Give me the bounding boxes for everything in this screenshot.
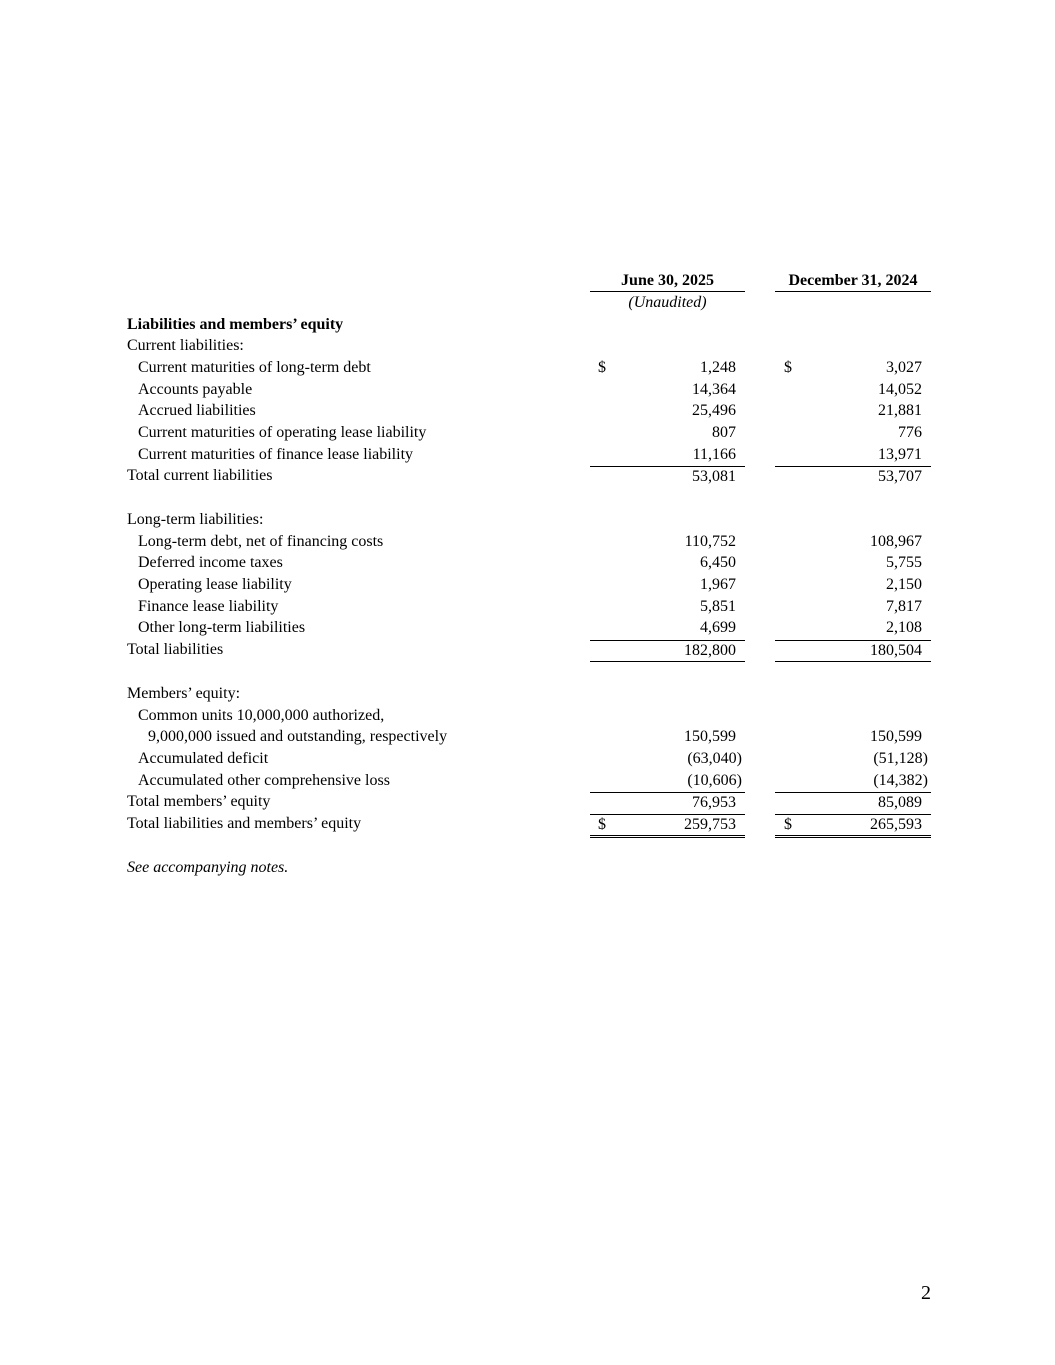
row-label: Deferred income taxes [138,554,283,571]
row-label: Total current liabilities [127,467,273,484]
row-label: Accumulated deficit [138,750,269,767]
footnote: See accompanying notes. [127,859,289,876]
amount: 4,699 [700,619,736,636]
amount: 53,081 [692,468,736,485]
amount: 76,953 [692,794,736,811]
cell-june-2025 [590,553,745,573]
amount: 150,599 [684,728,736,745]
amount: 180,504 [870,642,922,659]
cell-june-2025 [590,423,745,443]
amount: 1,248 [700,359,736,376]
amount: 110,752 [684,533,736,550]
cell-june-2025 [590,792,745,813]
cell-dec-2024 [775,618,931,638]
cell-dec-2024 [775,358,931,378]
table-row [0,727,1055,747]
cell-june-2025 [590,771,745,791]
amount: 182,800 [684,642,736,659]
table-row [0,706,1055,726]
amount: 53,707 [878,468,922,485]
cell-dec-2024 [775,401,931,421]
current-liabilities-heading-row [0,336,1055,356]
cell-dec-2024 [775,640,931,662]
row-label: Accrued liabilities [138,402,256,419]
amount: 6,450 [700,554,736,571]
grand-total-row [0,814,1055,834]
table-row [0,532,1055,552]
amount: (10,606) [687,772,742,789]
amount: 776 [898,424,922,441]
table-row [0,575,1055,595]
row-label: Other long-term liabilities [138,619,306,636]
row-label: Long-term debt, net of financing costs [138,533,384,550]
amount: 11,166 [692,446,736,463]
double-underline [590,835,745,838]
row-label: Current maturities of finance lease liability [138,446,414,463]
section-heading-row [0,315,1055,335]
row-label: Current liabilities: [127,337,244,354]
cell-june-2025 [590,445,745,465]
unaudited-label: (Unaudited) [628,294,707,311]
cell-june-2025 [590,358,745,378]
cell-june-2025 [590,532,745,552]
cell-june-2025 [590,466,745,487]
amount: (14,382) [873,772,928,789]
amount: 7,817 [886,598,922,615]
amount: 265,593 [870,816,922,833]
currency-symbol: $ [784,359,792,376]
amount: 14,364 [692,381,736,398]
cell-dec-2024 [775,749,931,769]
row-label: Current maturities of operating lease liability [138,424,427,441]
row-label: Total members’ equity [127,793,271,810]
row-label: Common units 10,000,000 authorized, [138,707,385,724]
column-header-june-2025: June 30, 2025 [590,272,745,292]
double-underline [775,835,931,838]
total-row [0,466,1055,486]
table-row [0,618,1055,638]
table-row [0,771,1055,791]
table-row [0,401,1055,421]
amount: 259,753 [684,816,736,833]
amount: 108,967 [870,533,922,550]
amount: 85,089 [878,794,922,811]
cell-dec-2024 [775,575,931,595]
cell-dec-2024 [775,792,931,813]
row-label: Total liabilities [127,641,224,658]
amount: 5,755 [886,554,922,571]
table-row [0,358,1055,378]
section-heading: Liabilities and members’ equity [127,316,344,333]
row-label: 9,000,000 issued and outstanding, respectively [148,728,448,745]
row-label: Finance lease liability [138,598,279,615]
amount: 2,150 [886,576,922,593]
amount: 3,027 [886,359,922,376]
cell-june-2025 [590,618,745,638]
amount: 21,881 [878,402,922,419]
total-row [0,792,1055,812]
cell-june-2025 [590,575,745,595]
amount: 13,971 [878,446,922,463]
row-label: Members’ equity: [127,685,241,702]
cell-june-2025 [590,380,745,400]
cell-dec-2024 [775,466,931,487]
total-row [0,640,1055,660]
cell-dec-2024 [775,380,931,400]
cell-dec-2024 [775,771,931,791]
cell-june-2025 [590,749,745,769]
amount: (63,040) [687,750,742,767]
row-label: Current maturities of long-term debt [138,359,371,376]
cell-june-2025 [590,814,745,835]
cell-dec-2024 [775,532,931,552]
cell-dec-2024 [775,727,931,747]
row-label: Accounts payable [138,381,253,398]
cell-june-2025 [590,401,745,421]
members-equity-heading-row [0,684,1055,704]
cell-june-2025 [590,727,745,747]
row-label: Long-term liabilities: [127,511,264,528]
amount: 150,599 [870,728,922,745]
currency-symbol: $ [598,359,606,376]
cell-june-2025 [590,597,745,617]
table-row [0,597,1055,617]
cell-dec-2024 [775,445,931,465]
currency-symbol: $ [784,816,792,833]
column-header-dec-2024: December 31, 2024 [775,272,931,292]
table-row [0,380,1055,400]
amount: (51,128) [873,750,928,767]
table-row [0,749,1055,769]
row-label: Operating lease liability [138,576,292,593]
table-row [0,445,1055,465]
table-row [0,553,1055,573]
amount: 2,108 [886,619,922,636]
row-label: Total liabilities and members’ equity [127,815,362,832]
long-term-heading-row [0,510,1055,530]
currency-symbol: $ [598,816,606,833]
cell-dec-2024 [775,597,931,617]
row-label: Accumulated other comprehensive loss [138,772,390,789]
amount: 5,851 [700,598,736,615]
page-number: 2 [921,1282,931,1304]
amount: 807 [712,424,736,441]
amount: 1,967 [700,576,736,593]
cell-june-2025 [590,640,745,662]
table-row [0,423,1055,443]
amount: 14,052 [878,381,922,398]
cell-dec-2024 [775,814,931,835]
cell-dec-2024 [775,423,931,443]
cell-dec-2024 [775,553,931,573]
amount: 25,496 [692,402,736,419]
